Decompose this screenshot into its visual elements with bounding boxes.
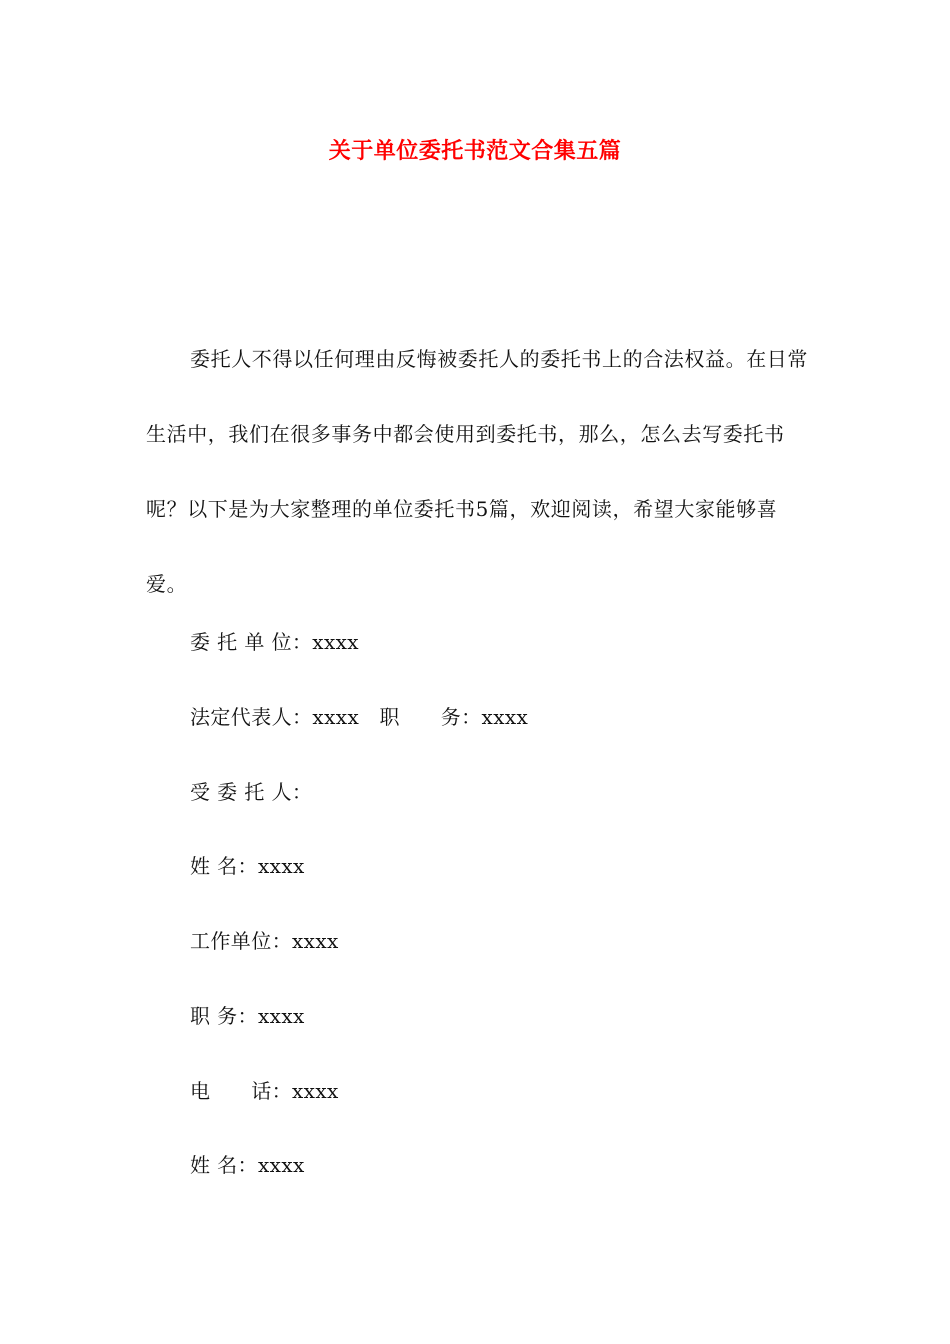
field-work-unit: 工作单位：xxxx — [190, 929, 339, 953]
field-trustee-heading: 受 委 托 人： — [190, 780, 313, 804]
intro-paragraph: 委托人不得以任何理由反悔被委托人的委托书上的合法权益。在日常生活中，我们在很多事务中都会使用到委托书，那么，怎么去写委托书呢？以下是为大家整理的单位委托书5篇，欢迎阅读，希望大家能够喜爱。 — [146, 347, 808, 596]
field-position: 职 务：xxxx — [190, 1004, 305, 1028]
field-trustee-name: 姓 名：xxxx — [190, 854, 305, 878]
field-legal-representative: 法定代表人：xxxx 职 务：xxxx — [190, 705, 529, 729]
field-phone: 电 话：xxxx — [190, 1079, 339, 1103]
document-title: 关于单位委托书范文合集五篇 — [328, 138, 622, 164]
field-name-second: 姓 名：xxxx — [190, 1153, 305, 1177]
field-entrusting-unit: 委 托 单 位：xxxx — [190, 630, 359, 654]
